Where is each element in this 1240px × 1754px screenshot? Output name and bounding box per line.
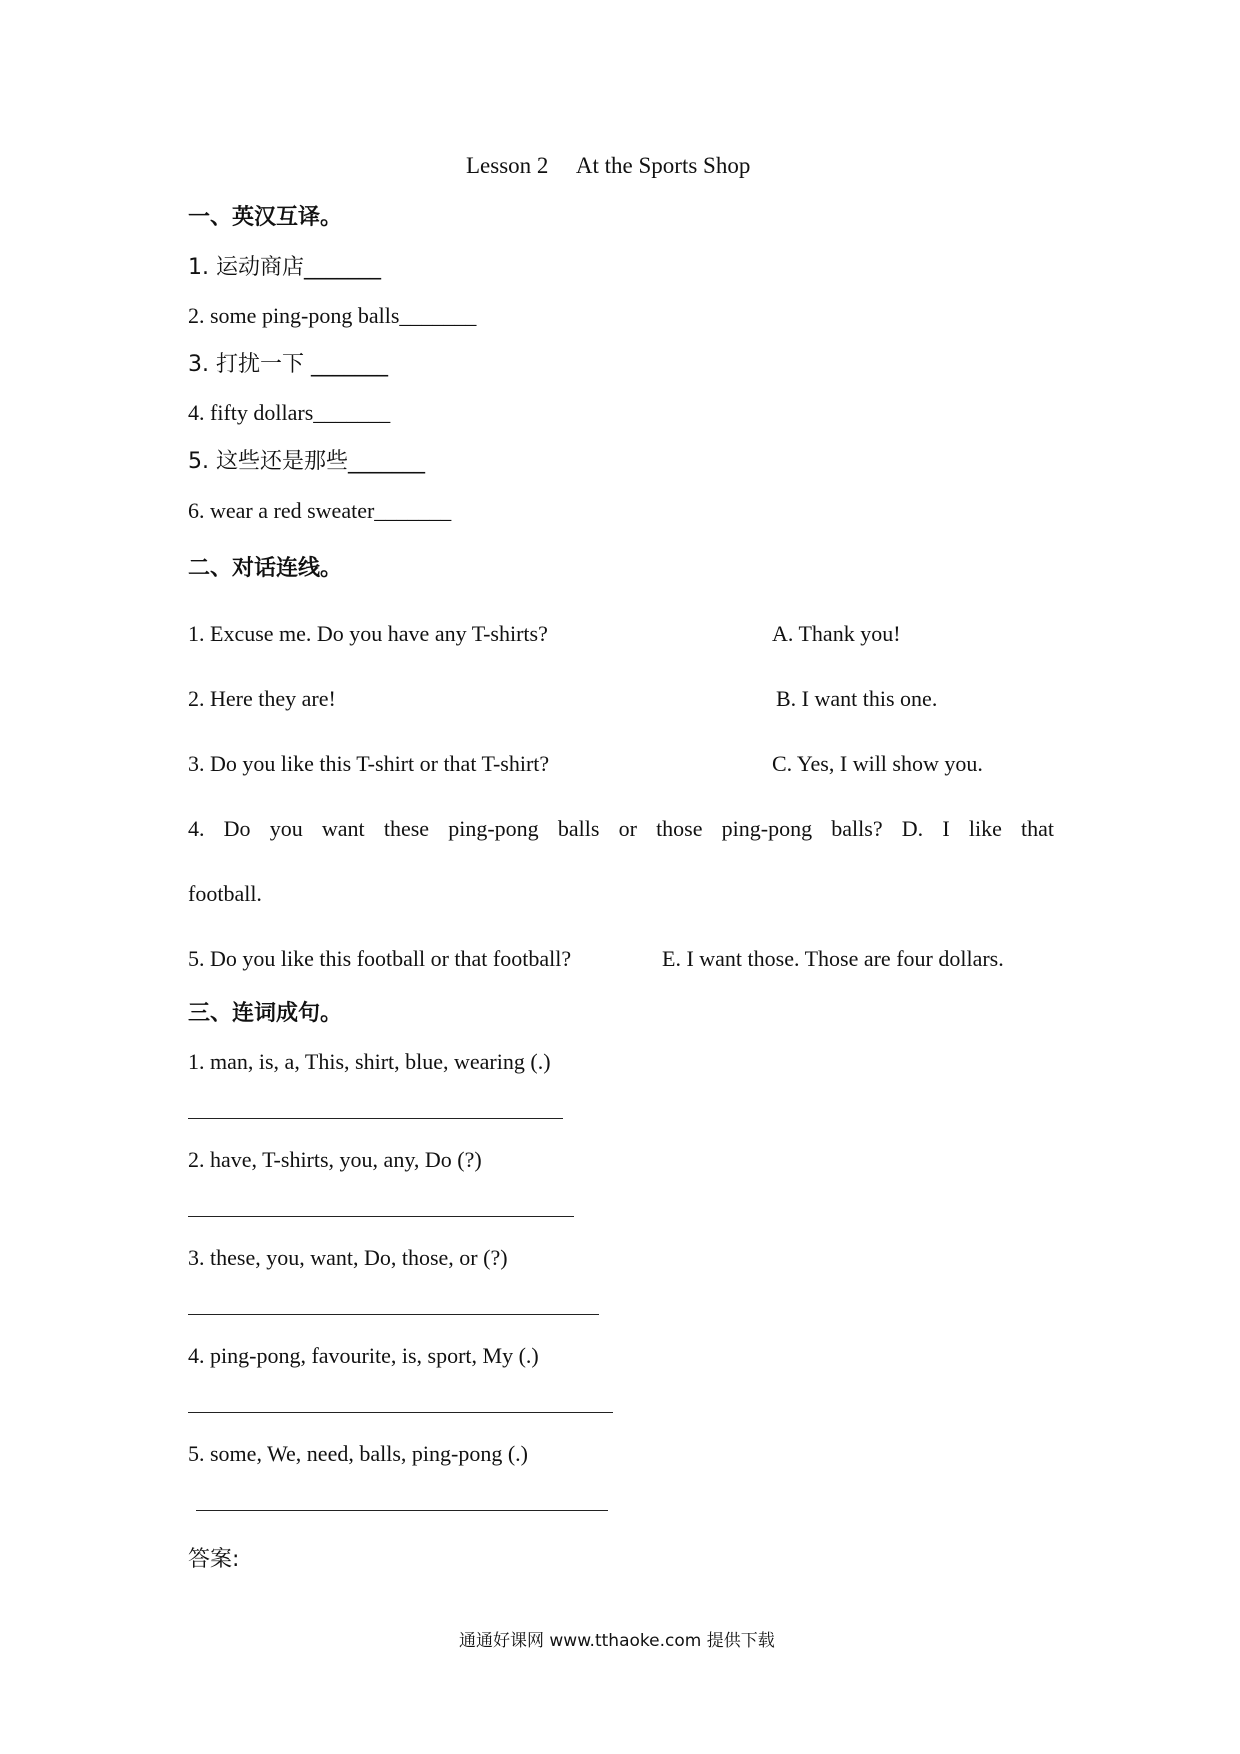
sentence-item-1: 1. man, is, a, This, shirt, blue, wearing (.) — [188, 1049, 551, 1074]
dialogue-left-2: 2. Here they are! — [188, 686, 336, 711]
dialogue-right-a: A. Thank you! — [772, 621, 901, 646]
sentence-item-3: 3. these, you, want, Do, those, or (?) — [188, 1245, 508, 1270]
answer-label: 答案: — [188, 1547, 240, 1572]
answer-line-2 — [188, 1216, 574, 1217]
sentence-item-4: 4. ping-pong, favourite, is, sport, My (.) — [188, 1343, 539, 1368]
answer-line-4 — [188, 1412, 613, 1413]
dialogue-right-c: C. Yes, I will show you. — [772, 751, 983, 776]
section1-item-3: 3. 打扰一下 _______ — [188, 352, 388, 377]
sentence-item-5: 5. some, We, need, balls, ping-pong (.) — [188, 1441, 528, 1466]
section1-heading: 一、英汉互译。 — [188, 205, 343, 230]
page-title: Lesson 2 At the Sports Shop — [466, 153, 751, 178]
page-footer: 通通好课网 www.tthaoke.com 提供下载 — [459, 1631, 775, 1651]
section1-item-2: 2. some ping-pong balls_______ — [188, 303, 477, 328]
section1-item-5: 5. 这些还是那些_______ — [188, 449, 425, 474]
dialogue-right-e: E. I want those. Those are four dollars. — [662, 946, 1004, 971]
dialogue-left-4-continued: football. — [188, 881, 262, 906]
section1-item-6: 6. wear a red sweater_______ — [188, 498, 452, 523]
dialogue-left-1: 1. Excuse me. Do you have any T-shirts? — [188, 621, 548, 646]
section1-item-1: 1. 运动商店_______ — [188, 255, 381, 280]
dialogue-right-b: B. I want this one. — [776, 686, 938, 711]
dialogue-left-5: 5. Do you like this football or that football? — [188, 946, 572, 971]
section1-item-4: 4. fifty dollars_______ — [188, 400, 391, 425]
dialogue-left-3: 3. Do you like this T-shirt or that T-shirt? — [188, 751, 550, 776]
answer-line-5 — [196, 1510, 608, 1511]
section3-heading: 三、连词成句。 — [188, 1001, 343, 1026]
dialogue-left-4: 4. Do you want these ping-pong balls or those ping-pong balls? D. I like that — [188, 816, 1054, 841]
section2-heading: 二、对话连线。 — [188, 556, 343, 581]
answer-line-1 — [188, 1118, 563, 1119]
sentence-item-2: 2. have, T-shirts, you, any, Do (?) — [188, 1147, 482, 1172]
answer-line-3 — [188, 1314, 599, 1315]
